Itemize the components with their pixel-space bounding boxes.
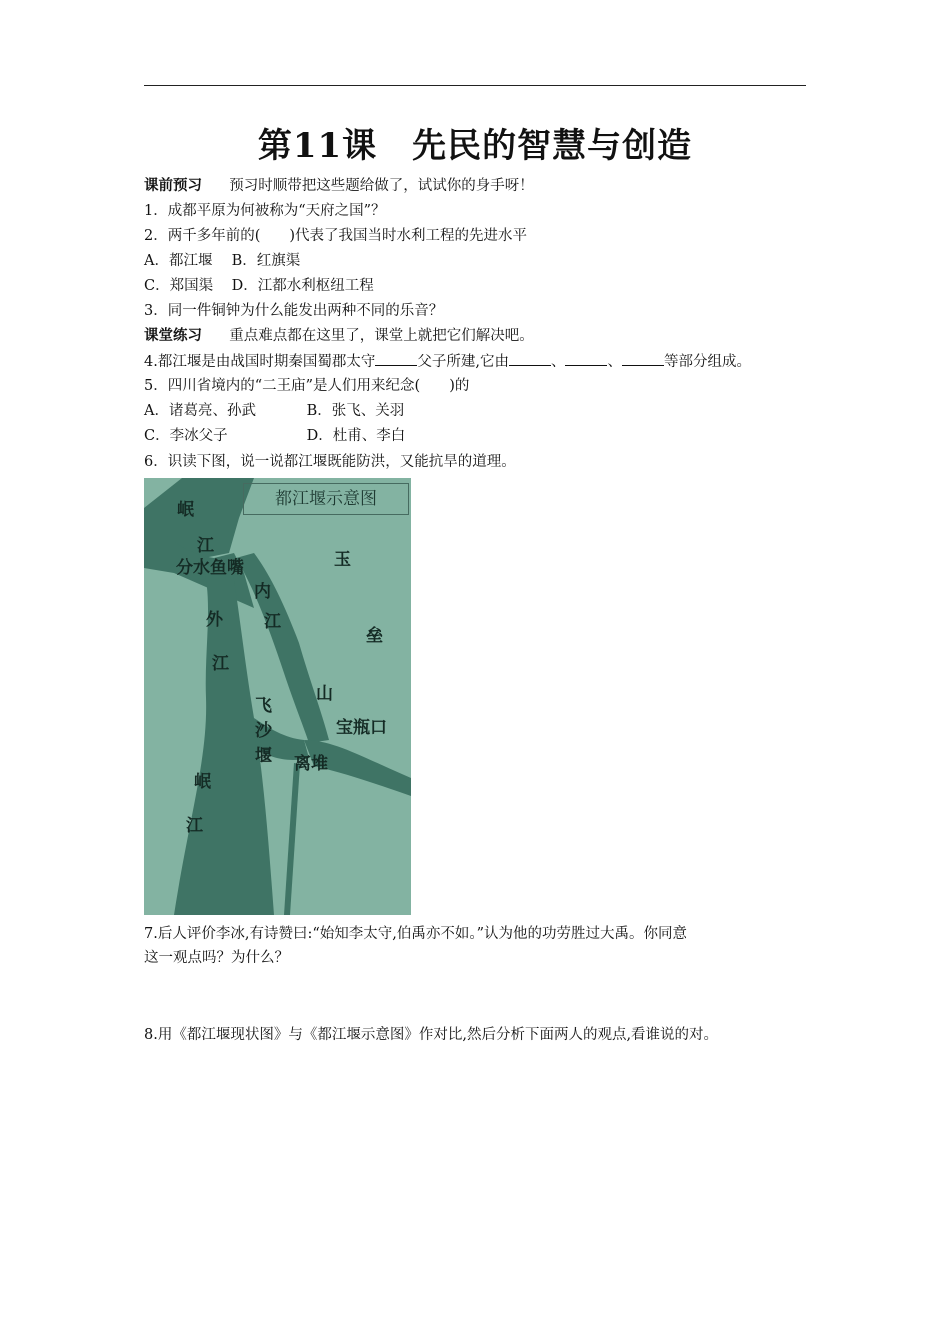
question-1: 1．成都平原为何被称为“天府之国”？ [144,203,386,219]
question-7-line1: 7.后人评价李冰,有诗赞曰:“始知李太守,伯禹亦不如。”认为他的功劳胜过大禹。你同意 [144,926,688,942]
answer-blank[interactable] [375,351,417,366]
question-4 [144,351,751,372]
label-fenshui-yuzui: 分水鱼嘴 [176,558,244,578]
option-c: C．郑国渠 [144,278,214,294]
option-a: A．都江堰 [144,253,213,269]
preview-line [144,176,534,196]
label-yu: 玉 [334,550,351,570]
label-lei: 垒 [366,626,383,646]
label-wai-jiang: 江 [212,654,229,674]
separator: 、 [607,354,622,370]
label-nei-jiang: 江 [264,612,281,632]
preview-intro: 预习时顺带把这些题给做了，试试你的身手呀！ [229,178,534,194]
map-title: 都江堰示意图 [275,489,377,509]
question-4-text-b: 父子所建,它由 [417,354,509,370]
label-lidui: 离堆 [294,754,328,774]
answer-blank[interactable] [565,351,607,366]
option-c: C．李冰父子 [144,428,228,444]
option-a: A．诸葛亮、孙武 [144,403,256,419]
map-title-box [243,483,409,515]
option-d: D．杜甫、李白 [306,428,406,444]
label-min-lower: 岷 [194,772,211,792]
label-wai: 外 [206,610,223,630]
option-b: B．张飞、关羽 [306,403,405,419]
question-2: 2．两千多年前的( )代表了我国当时水利工程的先进水平 [144,228,528,244]
dujiangyan-map [144,478,411,915]
map-rivers [144,478,411,915]
practice-heading: 课堂练习 [144,327,202,344]
question-5-options-row2 [144,426,405,446]
header-rule [144,85,806,86]
label-yan: 堰 [255,746,272,766]
question-5: 5．四川省境内的“二王庙”是人们用来纪念( )的 [144,378,470,394]
question-7-line2: 这一观点吗？为什么？ [144,950,289,966]
question-4-text-c: 等部分组成。 [663,354,751,370]
question-8: 8.用《都江堰现状图》与《都江堰示意图》作对比,然后分析下面两人的观点,看谁说的对。 [144,1027,719,1043]
label-fei: 飞 [255,696,272,716]
preview-heading: 课前预习 [144,177,202,194]
answer-blank[interactable] [622,351,664,366]
practice-line [144,326,534,346]
label-shan: 山 [316,684,333,704]
answer-blank[interactable] [509,351,551,366]
question-6: 6．识读下图，说一说都江堰既能防洪，又能抗旱的道理。 [144,454,516,470]
label-sha: 沙 [255,721,272,741]
question-2-options-row1 [144,251,300,271]
label-nei: 内 [254,582,271,602]
label-jiang-lower: 江 [186,816,203,836]
label-min-upper: 岷 [177,500,194,520]
question-3: 3．同一件铜钟为什么能发出两种不同的乐音？ [144,303,444,319]
label-jiang-upper: 江 [197,536,214,556]
question-5-options-row1 [144,401,404,421]
option-d: D．江都水利枢纽工程 [231,278,374,294]
option-b: B．红旗渠 [231,253,301,269]
question-2-options-row2 [144,276,374,296]
practice-intro: 重点难点都在这里了，课堂上就把它们解决吧。 [229,328,534,344]
separator: 、 [550,354,566,370]
label-baopingkou: 宝瓶口 [336,718,387,738]
page-title: 第11课 先民的智慧与创造 [257,126,693,166]
question-4-text-a: 4.都江堰是由战国时期秦国蜀郡太守 [144,354,376,370]
